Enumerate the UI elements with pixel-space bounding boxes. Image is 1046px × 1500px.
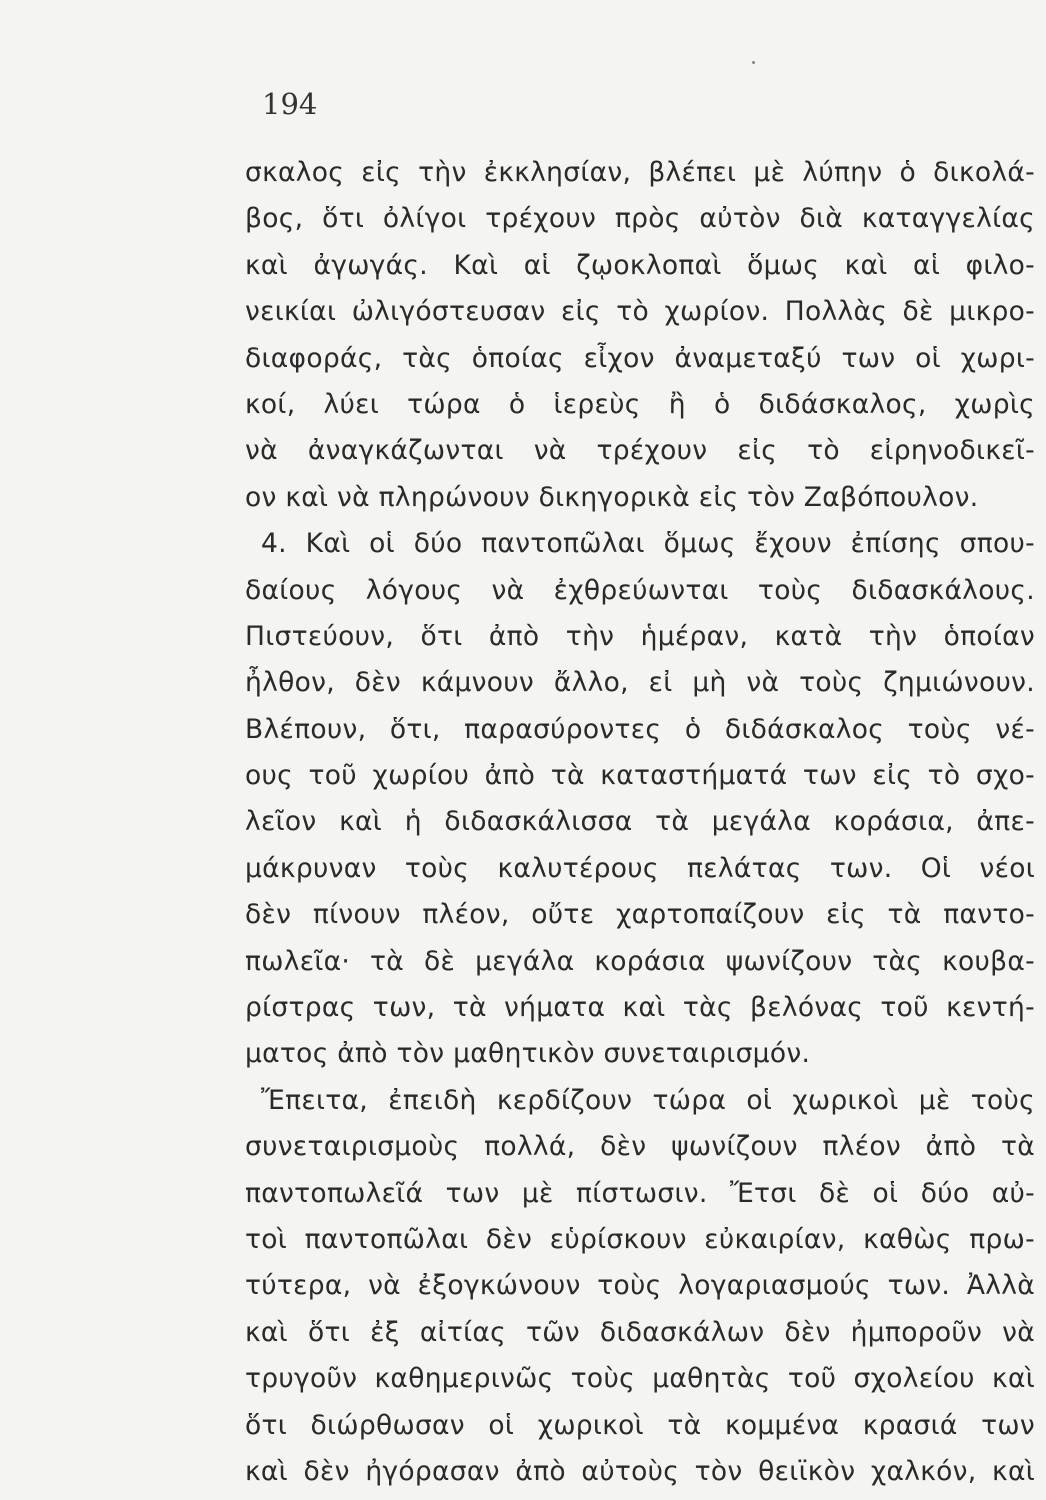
text-line: δὲν πίνουν πλέον, οὔτε χαρτοπαίζουν εἰς τὰ παντο- (245, 899, 1035, 931)
paper-speck (752, 61, 755, 64)
text-line: σκαλος εἰς τὴν ἐκκλησίαν, βλέπει μὲ λύπην ὁ δικολά- (245, 157, 1035, 188)
text-line: τοὶ παντοπῶλαι δὲν εὑρίσκουν εὐκαιρίαν, καθὼς πρω- (245, 1223, 1035, 1255)
text-line: διαφοράς, τὰς ὁποίας εἶχον ἀναμεταξύ των οἱ χωρι- (245, 342, 1035, 374)
text-line: δαίους λόγους νὰ ἐχθρεύωνται τοὺς διδασκάλους. (245, 574, 1035, 606)
text-line: ματος ἀπὸ τὸν μαθητικὸν συνεταιρισμόν. (245, 1038, 811, 1070)
page-number: 194 (262, 87, 318, 121)
text-line: πωλεῖα· τὰ δὲ μεγάλα κοράσια ψωνίζουν τὰς κουβα- (245, 945, 1035, 977)
text-line: παντοπωλεῖά των μὲ πίστωσιν. Ἔτσι δὲ οἱ δύο αὐ- (245, 1177, 1035, 1209)
text-line: ρίστρας των, τὰ νήματα καὶ τὰς βελόνας τοῦ κεντή- (245, 992, 1035, 1024)
text-line: καὶ δὲν ἠγόρασαν ἀπὸ αὐτοὺς τὸν θειϊκὸν χαλκόν, καὶ (245, 1455, 1035, 1487)
text-line: ους τοῦ χωρίου ἀπὸ τὰ καταστήματά των εἰς τὸ σχο- (245, 760, 1035, 792)
text-line: Πιστεύουν, ὅτι ἀπὸ τὴν ἡμέραν, κατὰ τὴν ὁποίαν (245, 620, 1035, 652)
text-line: τρυγοῦν καθημερινῶς τοὺς μαθητὰς τοῦ σχολείου καὶ (245, 1363, 1035, 1395)
text-line: νεικίαι ὠλιγόστευσαν εἰς τὸ χωρίον. Πολλὰς δὲ μικρο- (245, 296, 1035, 328)
text-line: κοί, λύει τώρα ὁ ἱερεὺς ἢ ὁ διδάσκαλος, χωρὶς (245, 388, 1035, 420)
text-line: ἦλθον, δὲν κάμνουν ἄλλο, εἰ μὴ νὰ τοὺς ζημιώνουν. (245, 667, 1035, 699)
paragraph-start-line: 4. Καὶ οἱ δύο παντοπῶλαι ὅμως ἔχουν ἐπίσης σπου- (261, 528, 1035, 560)
text-line: ον καὶ νὰ πληρώνουν δικηγορικὰ εἰς τὸν Ζαβόπουλον. (245, 481, 979, 513)
text-line: νὰ ἀναγκάζωνται νὰ τρέχουν εἰς τὸ εἰρηνοδικεῖ- (245, 435, 1035, 467)
paragraph-start-line: Ἔπειτα, ἐπειδὴ κερδίζουν τώρα οἱ χωρικοὶ μὲ τοὺς (261, 1084, 1035, 1116)
text-line: ὅτι διώρθωσαν οἱ χωρικοὶ τὰ κομμένα κρασιά των (245, 1409, 1035, 1441)
body-text (245, 150, 1035, 1495)
text-line: τύτερα, νὰ ἐξογκώνουν τοὺς λογαριασμούς των. Ἀλλὰ (245, 1270, 1035, 1302)
text-line: συνεταιρισμοὺς πολλά, δὲν ψωνίζουν πλέον ἀπὸ τὰ (245, 1131, 1035, 1163)
text-line: Βλέπουν, ὅτι, παρασύροντες ὁ διδάσκαλος τοὺς νέ- (245, 713, 1035, 745)
text-line: λεῖον καὶ ἡ διδασκάλισσα τὰ μεγάλα κοράσια, ἀπε- (245, 806, 1035, 838)
text-line: καὶ ἀγωγάς. Καὶ αἱ ζῳοκλοπαὶ ὅμως καὶ αἱ φιλο- (245, 249, 1035, 281)
text-line: βος, ὅτι ὀλίγοι τρέχουν πρὸς αὐτὸν διὰ καταγγελίας (245, 203, 1035, 235)
text-line: καὶ ὅτι ἐξ αἰτίας τῶν διδασκάλων δὲν ἠμποροῦν νὰ (245, 1316, 1035, 1348)
text-line: μάκρυναν τοὺς καλυτέρους πελάτας των. Οἱ νέοι (245, 852, 1035, 884)
